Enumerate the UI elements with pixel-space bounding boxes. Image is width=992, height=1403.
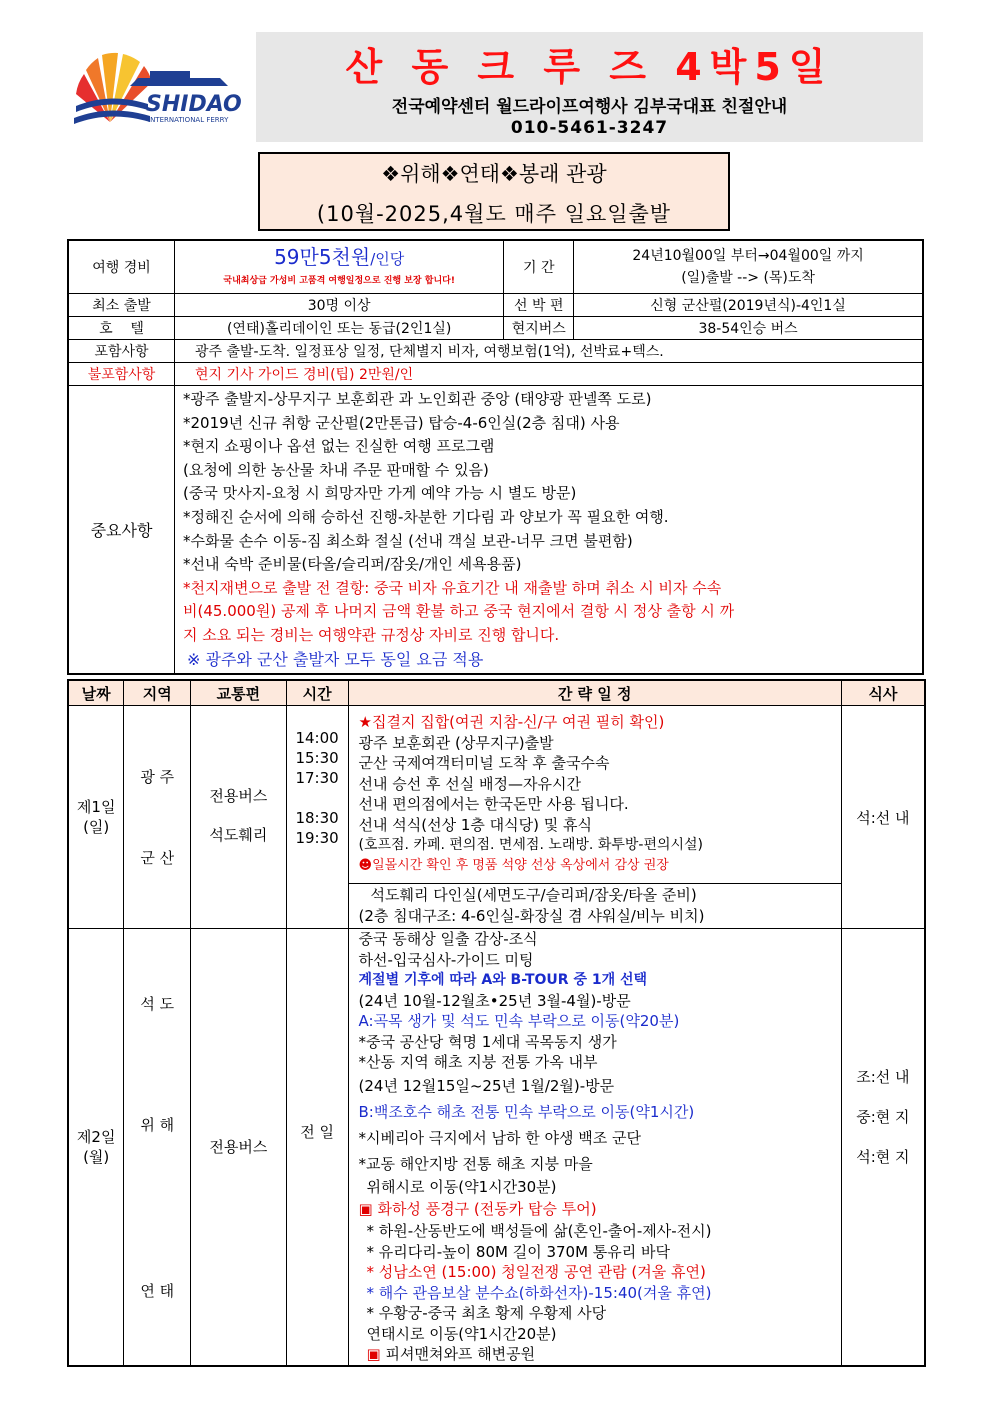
day2-item: * 유리다리-높이 80M 길이 370M 통유리 바닥: [366, 1242, 671, 1261]
day1-item: 선내 편의점에서는 한국돈만 사용 됩니다.: [358, 795, 629, 814]
note-item: *수화물 손수 이동-짐 최소화 절실 (선내 객실 보관-너무 크면 불편함): [183, 531, 633, 550]
min-label: 최소 출발: [68, 294, 175, 317]
hotel-label: 호 텔: [68, 317, 175, 340]
day2-breakfast: 조:선 내: [856, 1067, 910, 1086]
note-warning: 비(45.000원) 공제 후 나머지 금액 환불 하고 중국 현지에서 결항 시 정상 출항 시 까: [183, 602, 735, 621]
day2-item: (24년 12월15일~25년 1월/2월)-방문: [358, 1076, 615, 1095]
day2-item: *시베리아 극지에서 남하 한 야생 백조 군단: [358, 1128, 641, 1147]
day1-transport: [191, 706, 287, 929]
day2-item: *중국 공산당 혁명 1세대 곡목동지 생가: [358, 1032, 617, 1051]
day2-show-red: * 성남소연 (15:00) 청일전쟁 공연 관람 (겨울 휴연): [366, 1263, 706, 1281]
day2-tour-a: A:곡목 생가 및 석도 민속 부락으로 이동(약20분): [358, 1012, 680, 1030]
header-subtitle: 전국예약센터 월드라이프여행사 김부국대표 친절안내: [391, 97, 788, 117]
ship-value: 신형 군산펄(2019년식)-4인1실: [574, 294, 923, 317]
price-cell: [175, 240, 504, 294]
page-title: 산 동 크 루 즈 4박5일: [345, 45, 834, 89]
col-region: 지역: [124, 680, 191, 706]
day1-cabin-info: 석도훼리 다인실(세면도구/슬리퍼/잠옷/타올 준비): [370, 886, 697, 905]
day1-times: [286, 706, 348, 929]
day1-item: 선내 승선 후 선실 배정—자유시간: [358, 774, 581, 793]
day1-date-label: 제1일: [76, 798, 116, 816]
day1-item: 광주 보훈회관 (상무지구)출발: [358, 733, 554, 752]
day2-tour-b: B:백조호수 해초 전통 민속 부락으로 이동(약1시간): [358, 1102, 695, 1121]
notes-cell: [175, 386, 924, 675]
included-label: 포함사항: [68, 340, 175, 363]
min-value: 30명 이상: [175, 294, 504, 317]
day1-item: (호프점. 카페. 편의점. 면세점. 노래방. 화투방-편의시설): [358, 837, 703, 854]
day2-item: (24년 10월-12월초•25년 3월-4월)-방문: [358, 991, 631, 1010]
col-time: 시간: [286, 680, 348, 706]
note-item: (요청에 의한 농산물 차내 주문 판매할 수 있음): [183, 460, 489, 479]
day2-lunch: 중:현 지: [856, 1107, 910, 1126]
day1-region-gwangju: 광 주: [140, 768, 175, 786]
day1-meal: 석:선 내: [841, 706, 925, 929]
note-same-fare: ※ 광주와 군산 출발자 모두 동일 요금 적용: [187, 649, 484, 669]
tour-schedule: (10월-2025,4월도 매주 일요일출발: [316, 202, 672, 226]
day2-tour-choice: 계절별 기후에 따라 A와 B-TOUR 중 1개 선택: [358, 972, 648, 988]
hotel-row: [68, 317, 923, 340]
col-date: 날짜: [68, 680, 124, 706]
day2-schedule: [348, 929, 841, 1366]
day2-weekday: (월): [83, 1147, 110, 1166]
col-meal: 식사: [841, 680, 925, 706]
time-entry: 15:30: [295, 749, 339, 767]
day2-region-yantai: 연 태: [140, 1281, 175, 1300]
excluded-label: 불포함사항: [68, 363, 175, 386]
day1-cabin-structure: (2층 침대구조: 4-6인실-화장실 겸 샤워실/비누 비치): [358, 906, 705, 925]
bus-label: 현지버스: [504, 317, 574, 340]
notes-row: [68, 386, 923, 675]
note-item: *광주 출발지-상무지구 보훈회관 과 노인회관 중앙 (태양광 판넬쪽 도로): [183, 390, 652, 408]
notes-label: 중요사항: [68, 386, 175, 675]
hotel-value: (연태)홀리데이인 또는 동급(2인1실): [175, 317, 504, 340]
tour-subtitle-box: [258, 152, 730, 231]
itinerary-header: [68, 680, 925, 706]
period-cell: [574, 240, 923, 294]
day2-item: * 우황궁-중국 최초 황제 우황제 사당: [366, 1304, 607, 1322]
day2-item: 하선-입국심사-가이드 미팅: [358, 950, 534, 969]
day2-item: 연태시로 이동(약1시간20분): [366, 1324, 557, 1343]
note-item: *2019년 신규 취항 군산펄(2만톤급) 탑승-4-6인실(2층 침대) 사용: [183, 413, 620, 432]
day1-transport-bus: 전용버스: [209, 787, 268, 805]
day2-item: * 하원-산동반도에 백성들에 삶(혼인-출어-제사-전시): [366, 1222, 712, 1240]
day2-dinner: 석:현 지: [856, 1147, 910, 1166]
day1-sunset-note: ☻일몰시간 확인 후 명품 석양 선상 옥상에서 감상 권장: [358, 857, 669, 873]
day2-transport: 전용버스: [191, 929, 287, 1366]
period-line1: 24년10월00일 부터→04월00일 까지: [632, 248, 864, 264]
note-item: *정해진 순서에 의해 승하선 진행-차분한 기다림 과 양보가 꼭 필요한 여행.: [183, 507, 669, 526]
period-line2: (일)출발 --> (목)도착: [681, 270, 815, 286]
included-value: 광주 출발-도착. 일정표상 일정, 단체별지 비자, 여행보험(1억), 선박료+텍스.: [175, 340, 924, 363]
day1-row: [68, 706, 925, 884]
day2-row: [68, 929, 925, 1366]
excluded-value: 현지 기사 가이드 경비(팁) 2만원/인: [175, 363, 924, 386]
day1-cabin: [348, 883, 841, 928]
time-entry: 18:30: [295, 809, 339, 827]
col-schedule: 간 략 일 정: [348, 680, 841, 706]
square-bullet-icon: ▣: [366, 1345, 381, 1363]
min-row: [68, 294, 923, 317]
day1-schedule: [348, 706, 841, 884]
logo-brand: SHIDAO: [146, 92, 242, 117]
price-note: 국내최상급 가성비 고품격 여행일정으로 진행 보장 합니다!: [223, 275, 455, 286]
day2-date: [68, 929, 124, 1366]
day2-huaxia-city: ▣ 화하성 풍경구 (전동카 탑승 투어): [358, 1200, 597, 1218]
day2-item: 위해시로 이동(약1시간30분): [366, 1177, 557, 1196]
note-warning: 지 소요 되는 경비는 여행약관 규정상 자비로 진행 합니다.: [183, 625, 560, 644]
included-row: [68, 340, 923, 363]
day2-region-shidao: 석 도: [140, 994, 175, 1013]
header-phone: 010-5461-3247: [510, 118, 669, 138]
note-item: *선내 숙박 준비물(타올/슬리퍼/잠옷/개인 세욕용품): [183, 555, 522, 574]
day1-meeting-note: ★집결지 집합(여권 지참-신/구 여권 필히 확인): [358, 713, 665, 732]
price-unit: /인당: [370, 249, 405, 268]
header-box: [256, 32, 923, 142]
info-table: [67, 239, 924, 675]
day2-date-label: 제2일: [76, 1127, 116, 1146]
day1-item: 군산 국제여객터미널 도착 후 출국수속: [358, 754, 610, 773]
note-item: (중국 맛사지-요청 시 희망자만 가게 예약 가능 시 별도 방문): [183, 484, 577, 503]
note-warning: *천지재변으로 출발 전 결항: 중국 비자 유효기간 내 재출발 하며 취소 시 비자 수속: [183, 578, 722, 597]
time-entry: 17:30: [295, 769, 339, 787]
day2-time: [286, 929, 348, 1366]
tour-destinations: ❖위해❖연태❖봉래 관광: [381, 162, 607, 186]
bus-value: 38-54인승 버스: [574, 317, 923, 340]
note-item: *현지 쇼핑이나 옵션 없는 진실한 여행 프로그램: [183, 437, 495, 456]
col-transport: 교통편: [191, 680, 287, 706]
day2-meals: [841, 929, 925, 1366]
logo-subtitle: INTERNATIONAL FERRY: [148, 116, 229, 124]
period-label: 기 간: [504, 240, 574, 294]
day1-date: [68, 706, 124, 929]
day1-regions: [124, 706, 191, 929]
day1-transport-ferry: 석도훼리: [209, 826, 268, 844]
day2-fishermans-wharf: [359, 1344, 841, 1365]
time-entry: 14:00: [295, 729, 339, 747]
day2-time-label: 전 일: [300, 1123, 334, 1142]
time-entry: 19:30: [295, 829, 339, 847]
day2-item: *교동 해안지방 전통 해초 지붕 마을: [358, 1154, 593, 1173]
day1-item: 선내 석식(선상 1층 대식당) 및 휴식: [358, 815, 592, 834]
price-row: [68, 240, 923, 294]
price-label: 여행 경비: [68, 240, 175, 294]
shidao-logo: [70, 44, 242, 136]
day1-weekday: (일): [83, 818, 110, 836]
day1-region-gunsan: 군 산: [140, 849, 175, 867]
ship-label: 선 박 편: [504, 294, 574, 317]
day2-regions: [124, 929, 191, 1366]
excluded-row: [68, 363, 923, 386]
day2-item: *산동 지역 해초 지붕 전통 가옥 내부: [358, 1053, 598, 1071]
price-main: 59만5천원: [274, 244, 371, 269]
day2-show-blue: * 해수 관음보살 분수쇼(하화선자)-15:40(겨울 휴연): [366, 1283, 712, 1302]
day2-item: 피셔맨쳐와프 해변공원: [385, 1345, 536, 1363]
itinerary-table: [67, 679, 926, 1367]
day2-item: 중국 동해상 일출 감상-조식: [358, 930, 538, 948]
day2-region-weihai: 위 해: [140, 1115, 175, 1134]
